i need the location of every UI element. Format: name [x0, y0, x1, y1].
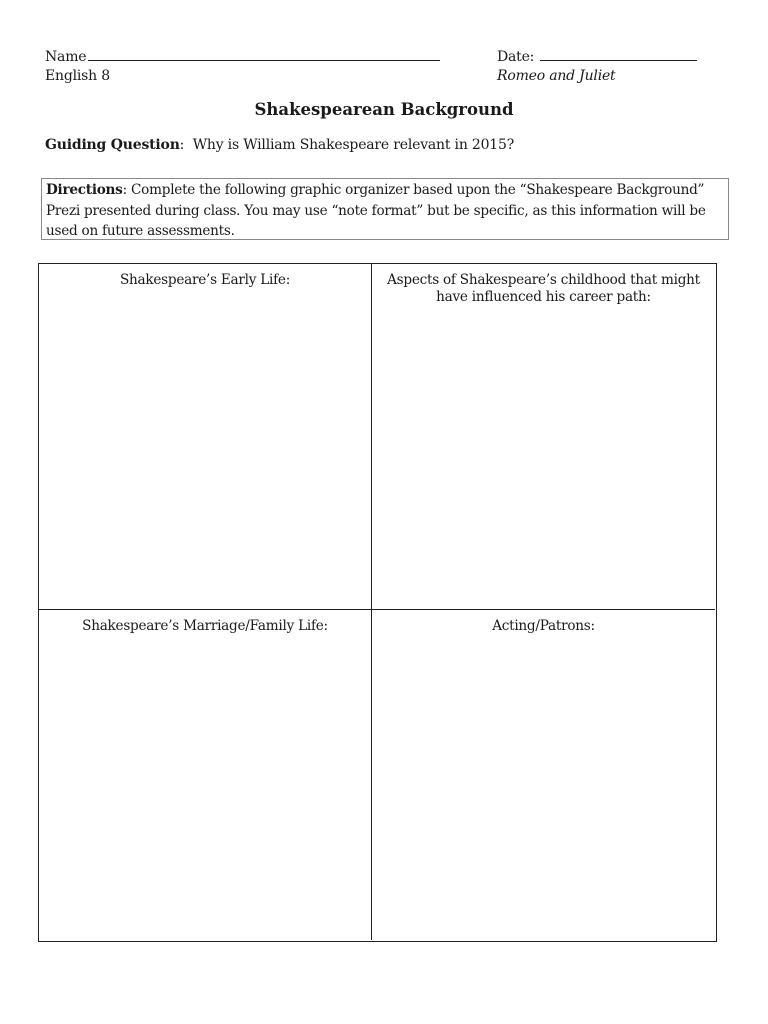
- cell-heading: Acting/Patrons:: [492, 618, 595, 634]
- directions-text: Complete the following graphic organizer based upon the “Shakespeare Background” Prezi presented during class. You may use “note format” but be specific, as this information will be used on future assessments.: [46, 182, 706, 239]
- guiding-question-separator: :: [179, 137, 185, 153]
- date-line: [540, 46, 697, 61]
- guiding-question-text: Why is William Shakespeare relevant in 2015?: [192, 137, 515, 153]
- directions-box: [41, 178, 729, 240]
- cell-heading: Shakespeare’s Marriage/Family Life:: [82, 618, 328, 634]
- date-label: Date:: [497, 49, 535, 65]
- unit-label: Romeo and Juliet: [497, 68, 616, 84]
- name-field: [45, 46, 440, 66]
- guiding-question-label: Guiding Question: [45, 137, 180, 153]
- course-label: English 8: [45, 68, 110, 84]
- organizer-cell-childhood-influences[interactable]: [372, 264, 715, 610]
- organizer-cell-acting-patrons[interactable]: [372, 610, 715, 940]
- graphic-organizer: [38, 263, 717, 942]
- directions-separator: :: [122, 182, 127, 198]
- directions-label: Directions: [46, 182, 123, 198]
- organizer-cell-marriage-family[interactable]: [39, 610, 372, 940]
- name-label: Name: [45, 49, 87, 65]
- organizer-cell-early-life[interactable]: [39, 264, 372, 610]
- cell-heading: Shakespeare’s Early Life:: [119, 272, 291, 288]
- cell-heading: Aspects of Shakespeare’s childhood that might have influenced his career path:: [387, 272, 700, 305]
- page-title: Shakespearean Background: [254, 100, 514, 119]
- date-field: [497, 46, 697, 66]
- name-line: [88, 46, 440, 61]
- guiding-question: [45, 137, 514, 153]
